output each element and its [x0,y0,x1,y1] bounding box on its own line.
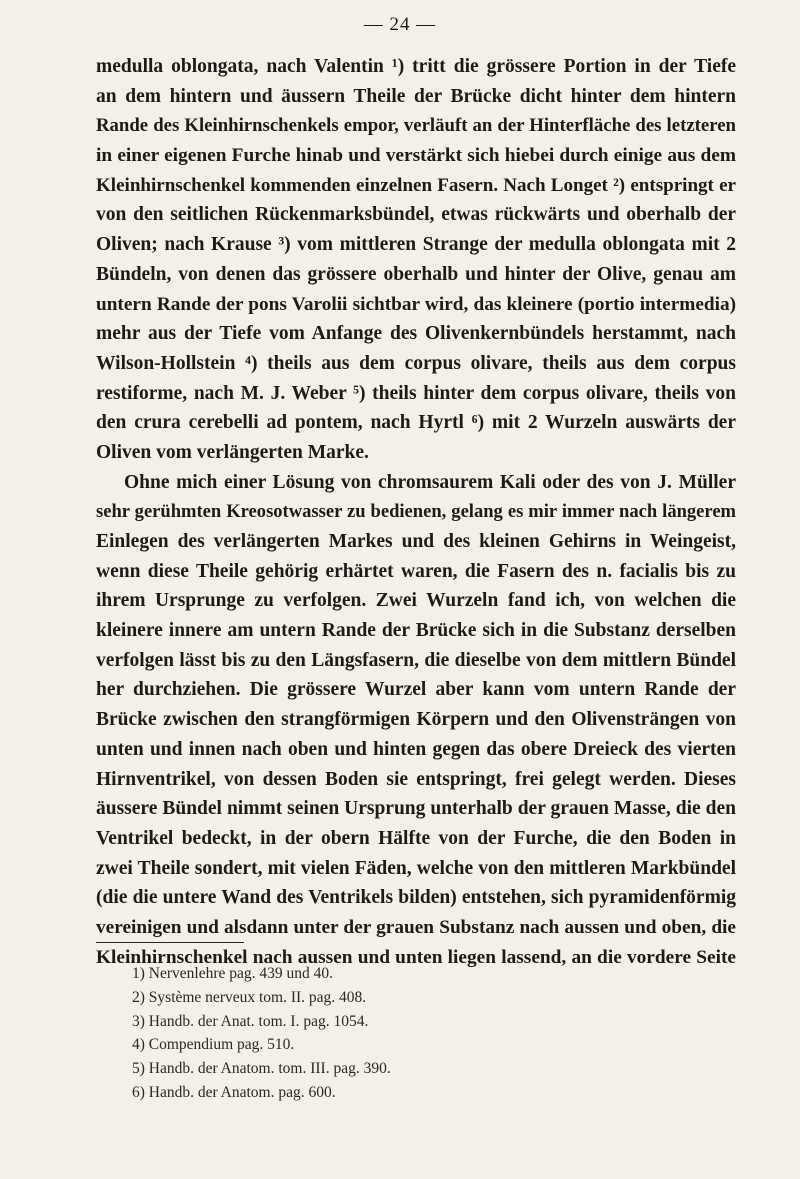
text-line: (die die untere Wand des Ventrikels bilden) entstehen, sich pyramidenförmig [96,887,736,909]
text-line: restiforme, nach M. J. Weber ⁵) theils hinter dem corpus olivare, theils von [96,382,736,404]
text-line: äussere Bündel nimmt seinen Ursprung unterhalb der grauen Masse, die den [96,798,736,820]
text-line: verfolgen lässt bis zu den Längsfasern, die dieselbe von dem mittlern Bündel [96,649,736,671]
text-line: Hirnventrikel, von dessen Boden sie entspringt, frei gelegt werden. Dieses [96,768,736,790]
text-line: in einer eigenen Furche hinab und verstärkt sich hiebei durch einige aus dem [96,145,736,167]
text-line: Einlegen des verlängerten Markes und des kleinen Gehirns in Weingeist, [96,531,736,552]
text-line: kleinere innere am untern Rande der Brücke sich in die Substanz derselben [96,620,736,642]
text-line: her durchziehen. Die grössere Wurzel aber kann vom untern Rande der [96,679,736,701]
text-line: den crura cerebelli ad pontem, nach Hyrtl ⁶) mit 2 Wurzeln auswärts der [96,412,736,434]
text-line: Bündeln, von denen das grössere oberhalb und hinter der Olive, genau am [96,263,736,285]
text-line: wenn diese Theile gehörig erhärtet waren, die Fasern des n. facialis bis zu [96,560,736,582]
text-line: zwei Theile sondert, mit vielen Fäden, welche von den mittleren Markbündel [96,857,736,879]
text-line: Ventrikel bedeckt, in der obern Hälfte von der Furche, die den Boden in [96,827,736,849]
text-line: Kleinhirnschenkel kommenden einzelnen Fasern. Nach Longet ²) entspringt er [96,174,736,196]
text-line: untern Rande der pons Varolii sichtbar wird, das kleinere (portio intermedia) [96,293,736,315]
footnote: 6) Handb. der Anatom. pag. 600. [132,1083,336,1101]
text-line: ihrem Ursprunge zu verfolgen. Zwei Wurzeln fand ich, von welchen die [96,590,736,612]
text-line: Kleinhirnschenkel nach aussen und unten liegen lassend, an die vordere Seite [96,946,736,968]
footnote: 1) Nervenlehre pag. 439 und 40. [132,965,334,982]
body-text [96,52,736,972]
footnotes [132,962,552,1105]
footnote: 2) Système nerveux tom. II. pag. 408. [132,988,367,1006]
text-line: Rande des Kleinhirnschenkels empor, verläuft an der Hinterfläche des letzteren [96,115,736,137]
text-line: unten und innen nach oben und hinten gegen das obere Dreieck des vierten [96,738,736,760]
text-line: mehr aus der Tiefe vom Anfange des Olivenkernbündels herstammt, nach [96,323,736,345]
text-line: Wilson-Hollstein ⁴) theils aus dem corpus olivare, theils aus dem corpus [96,352,736,374]
page-number: — 24 — [363,14,437,35]
text-line: Ohne mich einer Lösung von chromsaurem Kali oder des von J. Müller [124,471,736,493]
text-line: Brücke zwischen den strangförmigen Körpern und den Olivensträngen von [96,709,736,731]
footnote: 5) Handb. der Anatom. tom. III. pag. 390. [132,1060,391,1078]
footnote: 3) Handb. der Anat. tom. I. pag. 1054. [132,1012,369,1030]
text-line: Oliven vom verlängerten Marke. [96,441,369,463]
footnote-divider [96,942,244,943]
text-line: Oliven; nach Krause ³) vom mittleren Strange der medulla oblongata mit 2 [96,234,736,256]
text-line: vereinigen und alsdann unter der grauen Substanz nach aussen und oben, die [96,916,736,938]
text-line: von den seitlichen Rückenmarksbündel, etwas rückwärts und oberhalb der [96,204,736,226]
text-line: medulla oblongata, nach Valentin ¹) tritt die grössere Portion in der Tiefe [96,56,736,77]
text-line: an dem hintern und äussern Theile der Brücke dicht hinter dem hintern [96,85,736,107]
footnote: 4) Compendium pag. 510. [132,1036,295,1054]
text-line: sehr gerühmten Kreosotwasser zu bedienen, gelang es mir immer nach längerem [96,501,736,523]
